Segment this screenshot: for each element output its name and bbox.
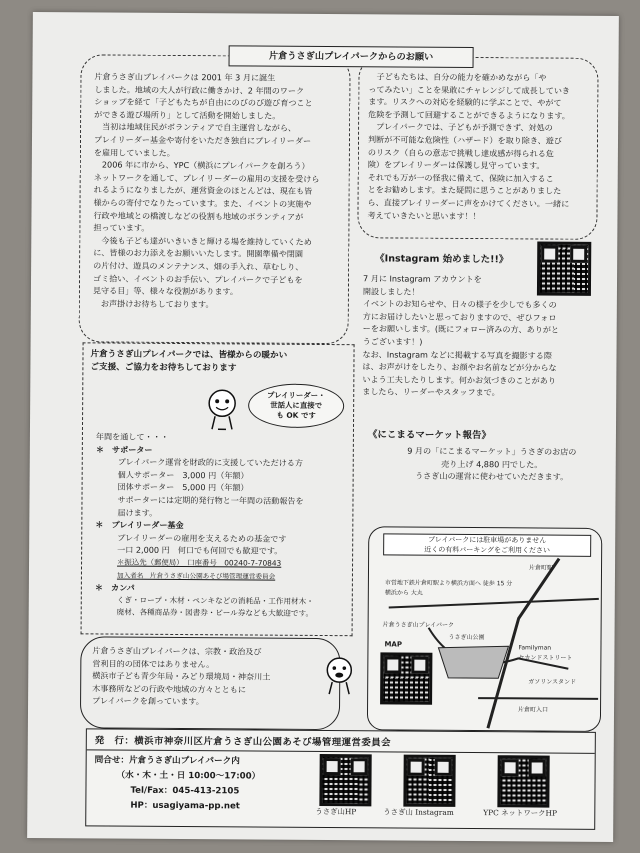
safety-line: 考えていきたいと思います！！ — [367, 209, 481, 221]
support-line: 年間を通して・・・ — [95, 431, 169, 442]
footer-hp: HP：usagiyama-pp.net — [130, 800, 240, 812]
support-line: プレイリーダーの雇用を支えるための基金です — [117, 532, 287, 544]
support-text — [95, 430, 352, 621]
intro-line: 片倉うさぎ山プレイパークは 2001 年 3 月に誕生 — [94, 71, 276, 83]
about-line: 木事務所などの行政や地域の方々とともに — [92, 683, 246, 695]
hp-qr-code — [319, 754, 371, 806]
map-label-second-street: セカンドストリート — [518, 654, 573, 662]
instagram-line: 7 月に Instagram アカウントを — [363, 273, 482, 285]
support-heading-line: 片倉うさぎ山プレイパークでは、皆様からの暖かい — [90, 349, 288, 361]
support-line: ＊振込先（郵便局） 口座番号 00240-7-70843 — [117, 557, 282, 568]
bubble-line: も OK です — [276, 410, 316, 420]
about-text — [92, 644, 306, 708]
safety-line: 判断が不可能な危険性（ハザード）を取り除き、遊び — [367, 134, 562, 146]
intro-text — [93, 70, 345, 311]
about-line: 営利目的の団体ではありません。 — [92, 657, 215, 669]
instagram-line: ーをお願いします。(既にフォロー済みの方、ありがと — [362, 323, 560, 336]
map-label-station: 片倉町駅 — [528, 564, 554, 572]
support-line: 届けます。 — [117, 507, 158, 518]
intro-line: しました。地域の大人が行政に働きかけ、2 年間のワーク — [94, 83, 305, 96]
map-label-directions: 市営地下鉄片倉町駅より横浜方面へ 徒歩 15 分 — [384, 579, 513, 588]
intro-line: 見守る目」等、様々な役割があります。 — [92, 285, 239, 297]
map-qr-code — [380, 652, 432, 704]
intro-line: 行政や地域との橋渡しなどの役割も地域のボランティアが — [93, 209, 304, 222]
rabbit-mascot-icon — [204, 385, 240, 433]
intro-line: ゴミ拾い、イベントのお手伝い、プレイパークで子どもを — [93, 272, 303, 285]
bubble-line: 世話人に直接で — [270, 400, 323, 410]
support-line: 加入者名 片倉うさぎ山公園あそび場管理運営委員会 — [116, 571, 276, 581]
flyer-page — [27, 12, 619, 842]
instagram-text — [362, 272, 607, 400]
safety-line: のリスク（自らの意志で挑戦し達成感が得られる危 — [367, 146, 554, 159]
about-line: 片倉うさぎ山プレイパークは、宗教・政治及び — [92, 645, 262, 657]
map-label-familyman: Familyman — [518, 644, 552, 652]
qr-label-instagram: うさぎ山 Instagram — [383, 807, 454, 817]
bubble-line: プレイリーダー・ — [266, 390, 326, 401]
ypc-qr-code — [497, 755, 549, 807]
map-label-gas-station: ガソリンスタンド — [528, 678, 577, 686]
intro-line: ができる遊び場所り」として活動を開始しました。 — [94, 109, 281, 121]
rabbit-mascot-small-icon — [322, 654, 356, 698]
instagram-line: イベントのお知らせや、日々の様子を少しでも多くの — [362, 298, 557, 310]
intro-line: 今後も子ども達がいきいきと輝ける場を維持していくため — [93, 235, 312, 247]
footer-contact-line: 問合せ：片倉うさぎ山プレイパーク内 — [94, 755, 240, 767]
intro-line: ネットワークを通して、プレイリーダーの雇用の支援を受けら — [93, 172, 320, 184]
safety-line: ってみたい」ことを果敢にチャレンジして成長していき — [368, 83, 571, 96]
support-line: 個人サポーター 3,000 円（年額） — [117, 469, 249, 481]
intro-line: 当初は地域住民がボランティアで自主運営しながら、 — [94, 121, 297, 134]
support-line: くぎ・ロープ・木材・ペンキなどの消耗品・工作用材木・ — [116, 595, 314, 606]
intro-line: に、皆様のお力添えをお願いいたします。開園準備や閉園 — [93, 247, 304, 260]
intro-line: プレイリーダー基金や寄付をいただき独自にプレイリーダー — [93, 134, 312, 146]
intro-line: ショップを経て「子どもたちが自由にのびのび遊び育つこと — [94, 96, 313, 109]
map-label-playpark: 片倉うさぎ山プレイパーク — [382, 621, 454, 629]
support-line: サポーターには定期的発行物と一年間の活動報告を — [117, 494, 304, 506]
speech-bubble — [248, 383, 344, 428]
support-line: ＊ カンパ — [94, 582, 135, 593]
instagram-line: ましたら、リーダーやスタッフまで。 — [362, 386, 500, 398]
parking-notice-line: プレイパークには駐車場がありません — [428, 535, 547, 545]
market-heading: 《にこまるマーケット報告》 — [367, 429, 492, 442]
instagram-line: なお、Instagram などに掲載する写真を撮影する際 — [362, 348, 552, 361]
instagram-footer-qr-code — [403, 755, 455, 807]
safety-line: ます。リスクへの対応を経験的に学ぶことで、やがて — [368, 96, 562, 108]
support-line: 一口 2,000 円 何口でも何回でも歓迎です。 — [117, 544, 283, 557]
instagram-line: いよう工夫したりします。何かお気づきのことがあり — [362, 374, 556, 386]
intro-line: 担っています。 — [93, 222, 150, 233]
safety-line: 険）をプレイリーダーは保護し見守っています。 — [367, 159, 545, 171]
intro-line: の片付け、遊具のメンテナンス、畑の手入れ、草むしり、 — [93, 260, 304, 272]
parking-notice-line: 近くの有料パーキングをご利用ください — [424, 545, 551, 555]
instagram-line: は、お声がけをしたり、お顔やお名前などが分からな — [362, 361, 557, 373]
support-line: 団体サポーター 5,000 円（年額） — [117, 481, 249, 493]
instagram-line: 方にお届けしたいと思っておりますので、ぜひフォロ — [362, 311, 557, 323]
safety-line: ら、直接プレイリーダーに声をかけてください。一緒に — [367, 197, 570, 209]
instagram-heading: 《Instagram 始めました!!》 — [375, 253, 509, 266]
footer-contact — [94, 753, 294, 814]
support-heading-line: ご支援、ご協力をお待ちしております — [90, 361, 237, 373]
map-label-entrance: 片倉町入口 — [518, 706, 549, 714]
map-label-route: 横浜から 大丸 — [384, 589, 423, 597]
safety-line: とをお勧めします。また疑問に思うことがありました — [367, 184, 562, 197]
safety-line: 危険を予測して回避することができるようになります。 — [368, 109, 570, 121]
footer-tel: Tel/Fax：045-413-2105 — [130, 785, 240, 797]
intro-line: を雇用していました。 — [93, 146, 175, 158]
market-line: うさぎ山の運営に使わせていただきます。 — [415, 470, 569, 482]
safety-line: プレイパークでは、子どもが予測できず、対処の — [368, 121, 553, 133]
safety-text — [367, 70, 594, 223]
footer-publisher: 発 行：横浜市神奈川区片倉うさぎ山公園あそび場管理運営委員会 — [94, 735, 392, 749]
support-line: 廃材、各種商品券・図書券・ビール券なども大歓迎です。 — [116, 607, 314, 619]
instagram-line: 開設しました！ — [362, 285, 420, 297]
intro-line: お声掛けお待ちしております。 — [92, 298, 214, 309]
about-line: プレイパークを創っています。 — [92, 695, 204, 707]
intro-line: 2006 年に市から、YPC（横浜にプレイパークを創ろう） — [93, 159, 310, 172]
about-line: 横浜市子ども青少年局・みどり環境局・神奈川土 — [92, 670, 271, 682]
intro-line: れるようになりましたが、運営資金のほとんどは、現在も皆 — [93, 184, 313, 197]
page-title: 片倉うさぎ山プレイパークからのお願い — [229, 45, 474, 68]
support-heading — [90, 348, 350, 375]
market-line: 9 月の「にこまるマーケット」うさぎのお店の — [407, 445, 577, 457]
support-line: ＊ プレイリーダー基金 — [95, 519, 184, 531]
map-label: MAP — [384, 640, 403, 649]
map-label-park: うさぎ山公園 — [448, 633, 485, 642]
market-text — [382, 444, 602, 483]
support-line: プレイパーク運営を財政的に支援していただける方 — [117, 456, 304, 469]
qr-label-ypc: YPC ネットワークHP — [483, 808, 557, 818]
safety-line: それでも万が一の怪我に備えて、保険に加入するこ — [367, 172, 554, 184]
market-line: 売り上げ 4,880 円でした。 — [441, 458, 543, 470]
qr-label-hp: うさぎ山HP — [315, 806, 357, 817]
footer-hours: （水・木・土・日 10:00～17:00） — [116, 770, 261, 782]
safety-line: 子どもたちは、自分の能力を確かめながら「や — [368, 71, 547, 83]
instagram-line: うございます！) — [362, 336, 423, 347]
support-line: ＊ サポーター — [95, 444, 153, 455]
intro-line: 様からの寄付でなりたっています。また、イベントの実施や — [93, 197, 312, 209]
